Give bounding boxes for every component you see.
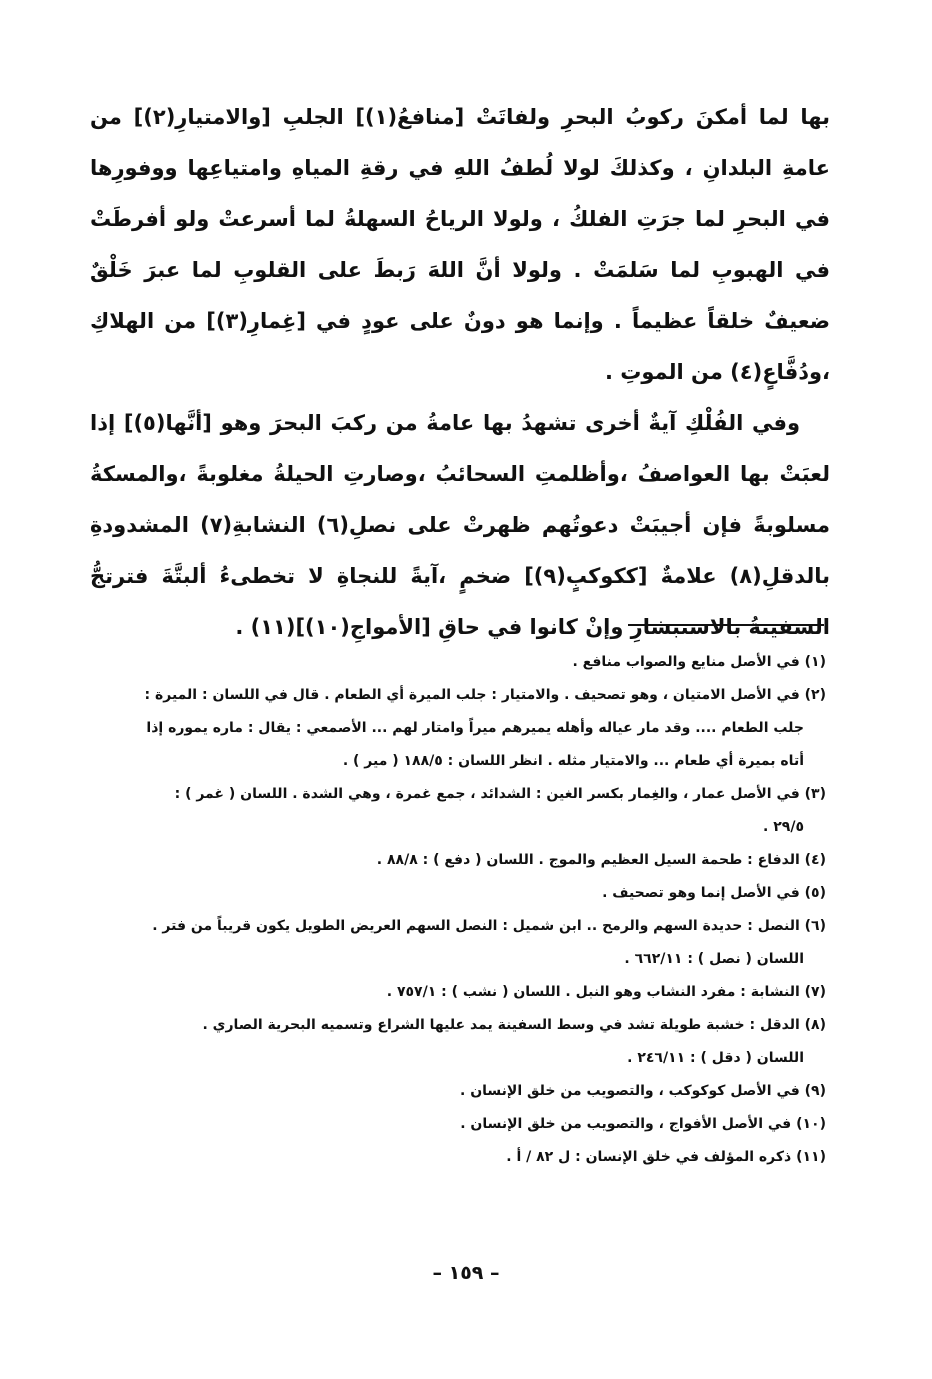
footnote-3: (٣) في الأصل عمار ، والغِمار بكسر الغين : الشدائد ، جمع غمرة ، وهي الشدة . اللسان ( غمر ) : ٢٩/٥ .	[120, 778, 826, 844]
footnote-11: (١١) ذكره المؤلف في خلق الإنسان : ل ٨٢ / أ .	[506, 1149, 826, 1165]
footnotes	[120, 646, 826, 1174]
footnote-9: (٩) في الأصل كوكوكب ، والتصويب من خلق الإنسان .	[460, 1083, 826, 1099]
footnote-8: (٨) الدقل : خشبة طويلة تشد في وسط السفينة يمد عليها الشراع وتسميه البحرية الصاري . اللسان ( دقل ) : ٢٤٦/١١ .	[120, 1009, 826, 1075]
footnote-4: (٤) الدفاع : طحمة السيل العظيم والموج . اللسان ( دفع ) : ٨٨/٨ .	[376, 852, 826, 868]
footnote-5: (٥) في الأصل إنما وهو تصحيف .	[602, 885, 826, 901]
paragraph-2: وفي الفُلْكِ آيةٌ أخرى تشهدُ بها عامةُ من ركبَ البحرَ وهو [أنَّها(٥)] إذا لعبَتْ بها العواصفُ ،وأظلمتِ السحائبُ ،وصارتِ الحيلةُ مغلوبةً ،والمسكةُ مسلوبةً فإن أجيبَتْ دعوتُهم ظهرتْ على نصلِ(٦) النشابةِ(٧) المشدودةِ بالدقلِ(٨) علامةٌ [ككوكبٍ(٩)] ضخمٍ ،آيةً للنجاةِ لا تخطىءُ ألبتَّةَ فترتجُّ السفينةُ بالاستبشارِ وإنْ كانوا في حاقِ [الأمواجِ(١٠)](١١) .	[90, 411, 830, 639]
footnote-2: (٢) في الأصل الامتيان ، وهو تصحيف . والامتيار : جلب الميرة أي الطعام . قال في اللسان : الميرة : جلب الطعام .... وقد مار عياله وأهله يميرهم ميراً وامتار لهم ... الأصمعي : يقال : ماره يموره إذا أتاه بميرة أي طعام ... والامتيار مثله . انظر اللسان : ١٨٨/٥ ( مير ) .	[120, 679, 826, 778]
page-number: – ١٥٩ –	[432, 1262, 500, 1284]
footnote-3-continuation: ٢٩/٥ .	[763, 819, 804, 835]
footnote-6: (٦) النصل : حديدة السهم والرمح .. ابن شميل : النصل السهم العريض الطويل يكون قريباً من فتر . اللسان ( نصل ) : ٦٦٢/١١ .	[120, 910, 826, 976]
footnote-6-continuation: اللسان ( نصل ) : ٦٦٢/١١ .	[624, 951, 804, 967]
paragraph-1: بها لما أمكنَ ركوبُ البحرِ ولفاتَتْ [منافعُ(١)] الجلبِ [والامتيارِ(٢)] من عامةِ البلدانِ ، وكذلكَ لولا لُطفُ اللهِ في رقةِ المياهِ وامتياعِها ووفورِها في البحرِ لما جرَتِ الفلكُ ، ولولا الرياحُ السهلةُ لما أسرعتْ ولو أفرطَتْ في الهبوبِ لما سَلمَتْ . ولولا أنَّ اللهَ رَبطَ على القلوبِ لما عبرَ خَلْقٌ ضعيفٌ خلقاً عظيماً . وإنما هو دونٌ على عودٍ في [غِمارِ(٣)] من الهلاكِ ،ودُفَّاعٍ(٤) من الموتِ .	[90, 105, 831, 384]
footnote-8-continuation: اللسان ( دقل ) : ٢٤٦/١١ .	[627, 1050, 804, 1066]
footnote-7: (٧) النشابة : مفرد النشاب وهو النبل . اللسان ( نشب ) : ٧٥٧/١ .	[386, 984, 826, 1000]
footnote-2-continuation: جلب الطعام .... وقد مار عياله وأهله يميرهم ميراً وامتار لهم ... الأصمعي : يقال : ماره يموره إذا أتاه بميرة أي طعام ... والامتيار مثله . انظر اللسان : ١٨٨/٥ ( مير ) .	[146, 720, 804, 769]
footnote-1: (١) في الأصل منايع والصواب منافع .	[572, 654, 826, 670]
main-text	[90, 92, 830, 653]
footnote-separator	[628, 624, 824, 626]
footnote-10: (١٠) في الأصل الأفواج ، والتصويب من خلق الإنسان .	[460, 1116, 826, 1132]
